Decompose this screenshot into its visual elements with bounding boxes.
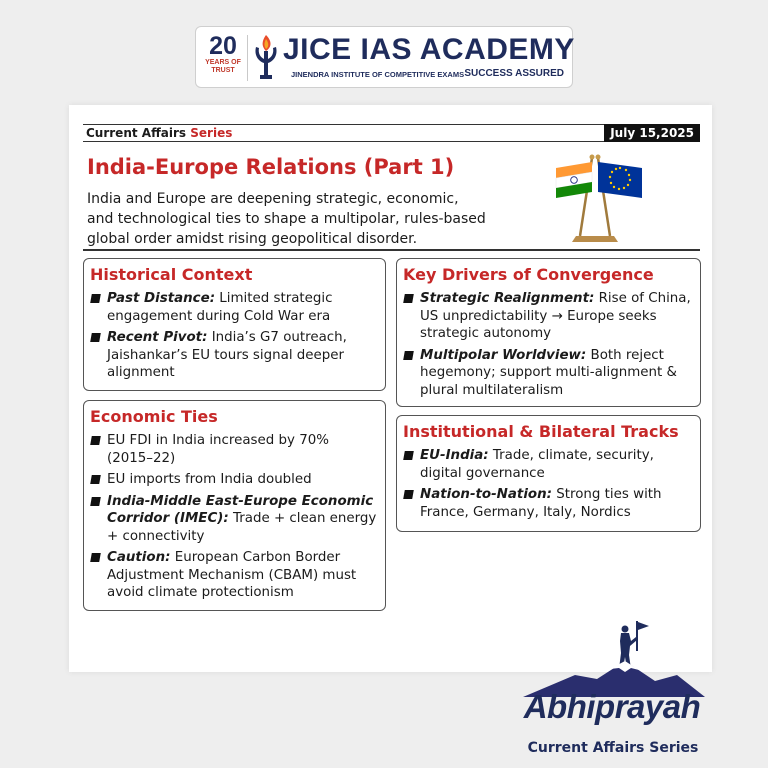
torch-emblem-icon [252, 33, 280, 81]
item-text: Limited strategic engagement during Cold War era [107, 291, 333, 324]
logo-divider [247, 35, 248, 81]
bullet-icon [403, 351, 414, 360]
bullet-list [90, 290, 377, 382]
years-text: YEARS OF TRUST [205, 59, 241, 74]
bullet-icon [90, 294, 101, 303]
list-item [90, 471, 377, 489]
bullet-icon [403, 490, 414, 499]
item-term: Multipolar Worldview: [420, 347, 587, 363]
list-item [90, 493, 377, 546]
eu-flag-icon [598, 162, 642, 198]
brand-wordmark: Abhiprayah [523, 688, 701, 725]
bullet-icon [90, 436, 101, 445]
section-heading: Key Drivers of Convergence [403, 265, 654, 284]
item-term: Strategic Realignment: [420, 291, 595, 306]
brand-series-label: Current Affairs Series [527, 740, 699, 756]
page-title: India-Europe Relations (Part 1) [87, 155, 455, 179]
economic-ties-section [83, 400, 386, 611]
item-text: Trade, climate, security, digital governance [420, 448, 654, 481]
section-heading: Economic Ties [90, 407, 218, 426]
series-prefix: Current Affairs [86, 126, 187, 140]
item-text: European Carbon Border Adjustment Mechanism (CBAM) must avoid climate protectionism [107, 550, 357, 600]
academy-logo [195, 26, 573, 88]
item-term: Nation-to-Nation: [420, 487, 553, 502]
bullet-list [90, 432, 377, 602]
bullet-icon [90, 553, 101, 562]
item-term: EU-India: [420, 448, 489, 463]
item-text: EU imports from India doubled [107, 472, 312, 487]
bullet-list [403, 290, 692, 399]
item-term: Caution: [107, 550, 171, 565]
bullet-list [403, 447, 692, 521]
section-heading: Historical Context [90, 265, 253, 284]
bullet-icon [403, 451, 414, 460]
list-item [403, 486, 692, 521]
series-label [86, 126, 232, 140]
item-text: Trade + clean energy + connectivity [107, 511, 377, 544]
series-header-bar [83, 124, 700, 142]
intro-paragraph: India and Europe are deepening strategic, economic, and technological ties to shape a multipolar, rules-based global order amidst rising geopolitical disorder. [87, 191, 486, 247]
list-item [90, 549, 377, 602]
bullet-icon [90, 333, 101, 342]
bullet-icon [90, 475, 101, 484]
item-term: Recent Pivot: [107, 330, 208, 345]
academy-full-name: JINENDRA INSTITUTE OF COMPETITIVE EXAMS [291, 70, 465, 79]
item-text: Strong ties with France, Germany, Italy, Nordics [420, 487, 662, 520]
list-item [90, 329, 377, 382]
item-text: Both reject hegemony; support multi-alignment & plural multilateralism [420, 347, 677, 398]
key-drivers-section [396, 258, 701, 407]
india-flag-icon [556, 162, 592, 198]
crossed-flags-icon [554, 150, 646, 246]
item-term: Past Distance: [107, 291, 216, 306]
date-tag: July 15,2025 [604, 124, 700, 142]
title-divider [83, 249, 700, 251]
list-item [403, 447, 692, 482]
bullet-icon [403, 294, 414, 303]
list-item [90, 290, 377, 325]
list-item [90, 432, 377, 467]
years-number: 20 [209, 32, 237, 60]
series-word: Series [190, 126, 233, 140]
academy-tagline: SUCCESS ASSURED [464, 68, 564, 79]
item-term: India-Middle East-Europe Economic Corridor (IMEC): [107, 493, 374, 526]
historical-context-section [83, 258, 386, 391]
list-item [403, 347, 692, 400]
section-heading: Institutional & Bilateral Tracks [403, 422, 679, 441]
years-badge [202, 33, 244, 75]
item-text: EU FDI in India increased by 70% (2015–22) [107, 433, 329, 466]
bullet-icon [90, 497, 101, 506]
institutional-tracks-section [396, 415, 701, 532]
academy-name: JICE IAS ACADEMY [283, 33, 575, 66]
item-text: India’s G7 outreach, Jaishankar’s EU tours signal deeper alignment [107, 330, 347, 380]
item-text: Rise of China, US unpredictability → Europe seeks strategic autonomy [420, 291, 691, 341]
list-item [403, 290, 692, 343]
